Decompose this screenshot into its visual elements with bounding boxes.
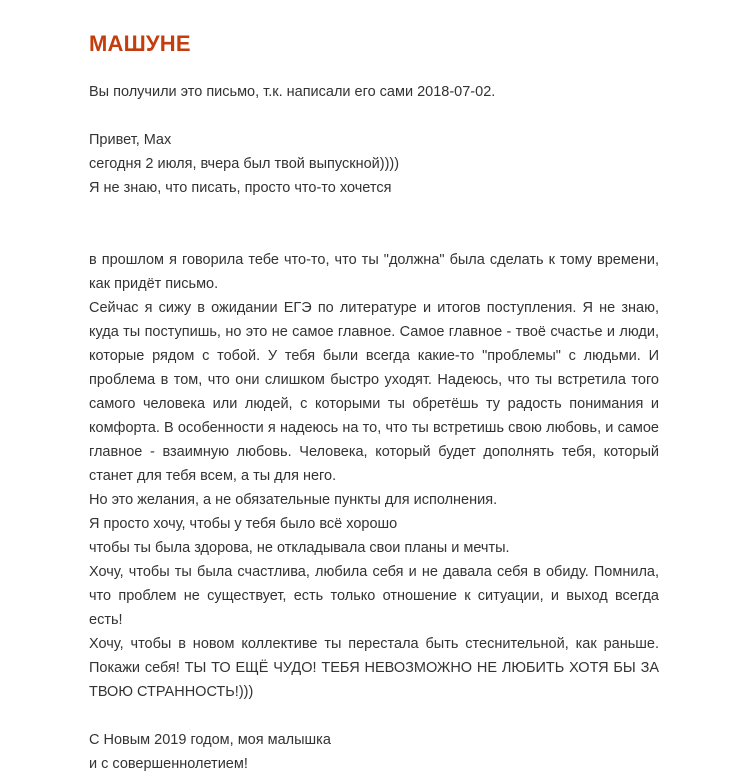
meta-line: Вы получили это письмо, т.к. написали его сами 2018-07-02. (89, 84, 496, 100)
body-paragraph: чтобы ты была здорова, не откладывала свои планы и мечты. (89, 540, 510, 556)
body-paragraph: Но это желания, а не обязательные пункты для исполнения. (89, 492, 498, 508)
body-block (89, 248, 659, 704)
letter-title: МАШУНЕ (89, 31, 191, 56)
closing-line: и с совершеннолетием! (89, 756, 248, 772)
greeting-line: сегодня 2 июля, вчера был твой выпускной)))) (89, 156, 400, 172)
body-paragraph: Я просто хочу, чтобы у тебя было всё хорошо (89, 516, 398, 532)
letter (89, 30, 659, 776)
greeting-block (89, 128, 659, 224)
greeting-line: Привет, Max (89, 132, 172, 148)
greeting-line: Я не знаю, что писать, просто что-то хочется (89, 180, 392, 196)
spacer (89, 200, 659, 224)
body-paragraph: Хочу, чтобы ты была счастлива, любила себя и не давала себя в обиду. Помнила, что проблем не существует, есть только отношение к ситуации, и выход всегда есть! (89, 564, 659, 628)
body-paragraph: в прошлом я говорила тебе что-то, что ты "должна" была сделать к тому времени, как придёт письмо. (89, 252, 659, 292)
closing-block (89, 728, 659, 776)
closing-line: С Новым 2019 годом, моя малышка (89, 732, 331, 748)
body-paragraph: Хочу, чтобы в новом коллективе ты перестала быть стеснительной, как раньше. Покажи себя! ТЫ ТО ЕЩЁ ЧУДО! ТЕБЯ НЕВОЗМОЖНО НЕ ЛЮБИТЬ ХОТЯ БЫ ЗА ТВОЮ СТРАННОСТЬ!))) (89, 636, 659, 700)
body-paragraph: Сейчас я сижу в ожидании ЕГЭ по литературе и итогов поступления. Я не знаю, куда ты поступишь, но это не самое главное. Самое главное - твоё счастье и люди, которые рядом с тобой. У тебя были всегда какие-то "проблемы" с людьми. И проблема в том, что они слишком быстро уходят. Надеюсь, что ты встретила того самого человека или людей, с которыми ты обретёшь ту радость понимания и комфорта. В особенности я надеюсь на то, что ты встретишь свою любовь, и самое главное - взаимную любовь. Человека, который будет дополнять тебя, который станет для тебя всем, а ты для него. (89, 300, 659, 484)
